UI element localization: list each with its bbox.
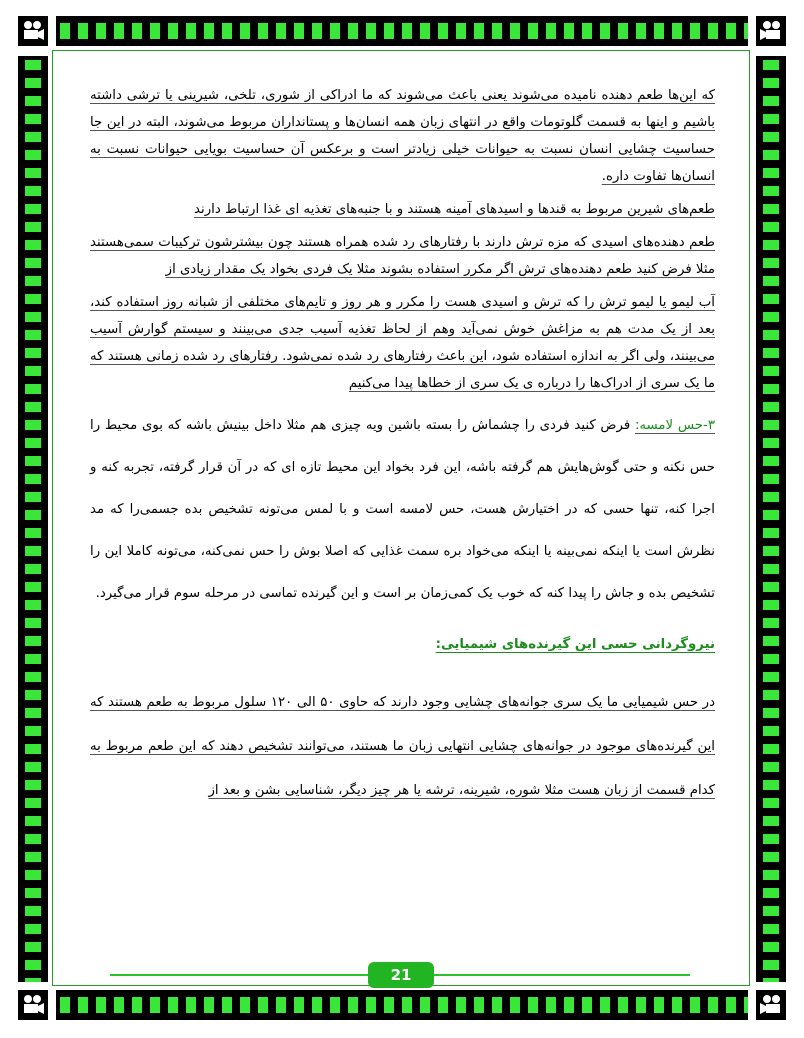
paragraph: آب لیمو یا لیمو ترش را که ترش و اسیدی هست را مکرر و هر روز و تایم‌های مختلفی از شبانه روز استفاده کند، بعد از یک مدت هم به مزاغش خوش نمی‌آید وهم از لحاظ تغذیه آسیب جدی می‌بینند و سیستم گوارش آسیب می‌بینند، ولی اگر به اندازه استفاده شود، این باعث رفتارهای رد شده نمی‌شود. رفتارهای رد شده زمانی هستند که ما یک سری از ادراک‌ها را درباره ی یک سری از خطاها پیدا می‌کنیم [90,295,715,391]
chemical-paragraph: در حس شیمیایی ما یک سری جوانه‌های چشایی وجود دارند که حاوی ۵۰ الی ۱۲۰ سلول مربوط به طعم هستند که این گیرنده‌های موجود در جوانه‌های چشایی انتهایی زبان ما هستند، می‌توانند تشخیص دهند که این طعم مربوط به کدام قسمت از زبان هست مثلا شوره، شیرینه، ترشه یا هر چیز دیگر، شناسایی بشن و بعد از [90,695,715,798]
film-border-right [756,56,786,982]
camera-icon [18,990,48,1020]
paragraph: طعم‌های شیرین مربوط به قندها و اسیدهای آمینه هستند و با جنبه‌های تغذیه ای غذا ارتباط دارند [194,202,715,217]
section-heading: نیروگردانی حسی این گیرنده‌های شیمیایی: [435,637,715,652]
touch-text: فرض کنید فردی را چشماش را بسته باشین ویه چیزی هم مثلا داخل بینیش باشه که بوی محیط را حس نکنه و حتی گوش‌هایش هم گرفته باشه، این فرد بخواد این محیط تازه ای که در آن قرار گرفته، تجربه کنه و اجرا کنه، تنها حسی که در اختیارش هست، حس لامسه است و با لمس می‌تونه تشخیص بده جسمی‌را که مد نظرش است یا اینکه نمی‌بینه یا اینکه می‌خواد بره سمت غذایی که اصلا بوش را حس نمی‌کنه، می‌تونه کاملا این را تشخیص بده و جاش را پیدا کنه که خوب یک کمی‌زمان بر است و این گیرنده تماسی در مرحله سوم قرار می‌گیرد. [90,418,715,601]
film-border-left [18,56,48,982]
camera-icon [756,990,786,1020]
camera-icon [18,16,48,46]
paragraph: که این‌ها طعم دهنده نامیده می‌شوند یعنی باعث می‌شوند که ما ادراکی از شوری، تلخی، شیرینی یا ترشی داشته باشیم و اینها به قسمت گلوتومات واقع در انتهای زبان همه انسان‌ها و پستانداران مربوط می‌شوند، البته در این جا حساسیت چشایی انسان نسبت به حیوانات خیلی زیادتر است و برعکس آن حساسیت بویایی حیوانات نسبت به انسان‌ها تفاوت داره. [90,88,715,184]
page-number: 21 [368,962,434,988]
touch-paragraph [90,405,715,615]
film-border-top [56,16,748,46]
camera-icon [756,16,786,46]
page-content [90,82,715,819]
paragraph: طعم دهنده‌های اسیدی که مزه ترش دارند با رفتارهای رد شده همراه هستند چون بیشترشون ترکیبات سمی‌هستند مثلا فرض کنید طعم دهنده‌های ترش اگر مکرر استفاده بشوند مثلا یک فردی بخواد یک مقدار زیادی از [90,235,715,277]
film-border-bottom [56,990,748,1020]
section-label: ۳-حس لامسه: [634,418,715,433]
